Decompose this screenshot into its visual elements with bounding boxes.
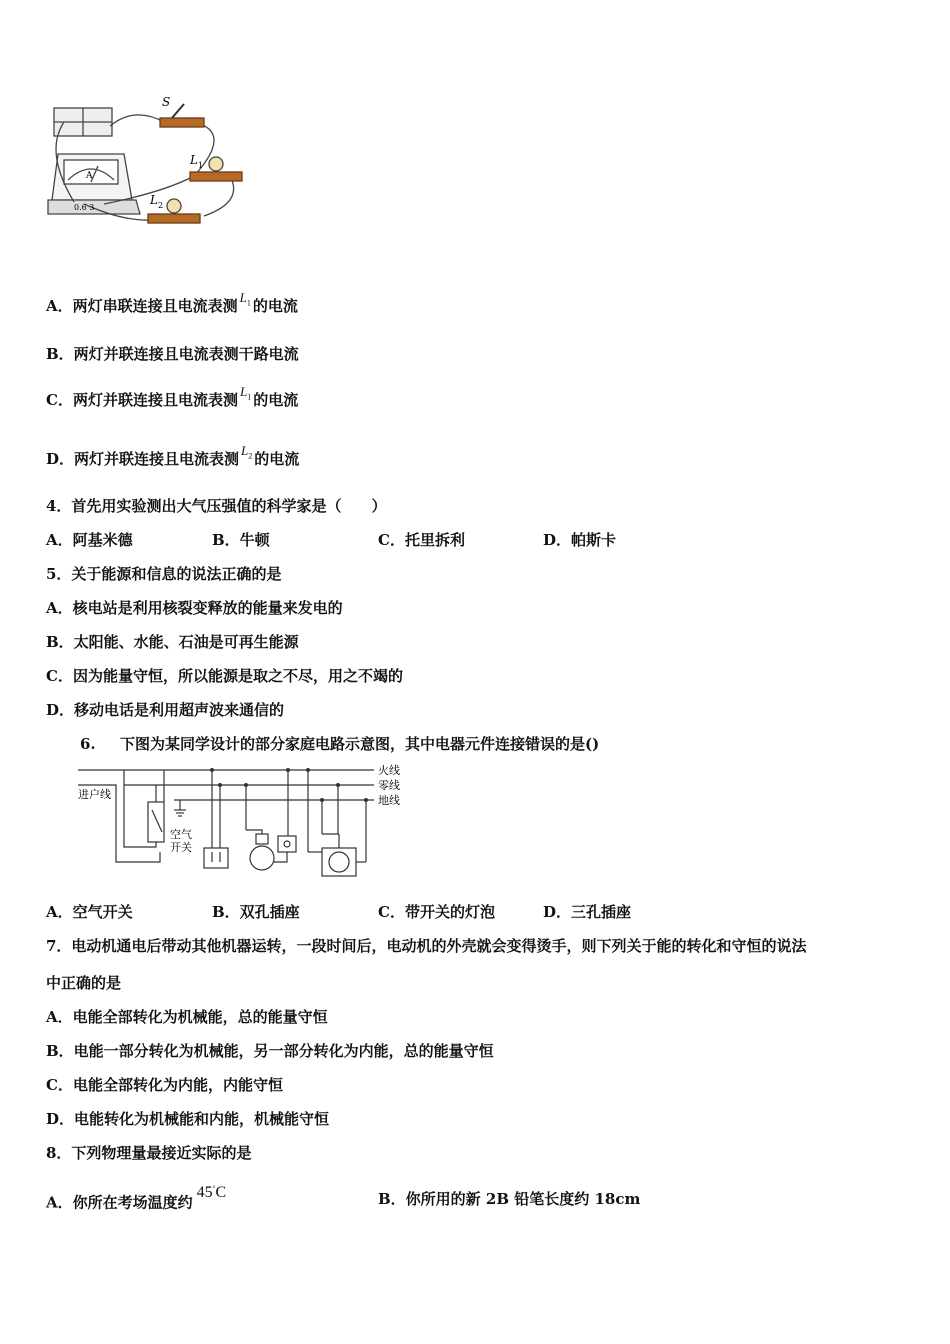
q5-option-d: D．移动电话是利用超声波来通信的 bbox=[46, 701, 285, 719]
q3-d-text: D．两灯并联连接且电流表测 bbox=[46, 450, 240, 468]
q5-option-a: A．核电站是利用核裂变释放的能量来发电的 bbox=[46, 599, 343, 617]
q6-option-c: C．带开关的灯泡 bbox=[378, 903, 495, 921]
q3-c-subscript: 1 bbox=[247, 392, 252, 402]
q8-a-degree: ° bbox=[212, 1185, 216, 1193]
lamp1-sub: 1 bbox=[198, 161, 204, 170]
q3-a-text: A．两灯串联连接且电流表测 bbox=[46, 297, 238, 315]
q7-option-b: B．电能一部分转化为机械能，另一部分转化为内能，总的能量守恒 bbox=[46, 1042, 494, 1060]
q8-a-unit: C bbox=[215, 1184, 227, 1202]
q5-stem: 5．关于能源和信息的说法正确的是 bbox=[46, 565, 282, 583]
breaker-label-1: 空气 bbox=[170, 828, 192, 841]
q3-a-suffix: 的电流 bbox=[252, 297, 298, 315]
q4-option-d: D．帕斯卡 bbox=[543, 531, 617, 549]
q3-c-text: C．两灯并联连接且电流表测 bbox=[46, 391, 238, 409]
neutral-wire-label: 零线 bbox=[378, 779, 400, 792]
q3-c-suffix: 的电流 bbox=[253, 391, 299, 409]
q6-stem: 下图为某同学设计的部分家庭电路示意图，其中电器元件连接错误的是() bbox=[120, 735, 600, 753]
switch-label: S bbox=[162, 95, 171, 109]
q7-option-c: C．电能全部转化为内能，内能守恒 bbox=[46, 1076, 283, 1094]
breaker-label-2: 开关 bbox=[170, 841, 192, 854]
q8-option-a bbox=[46, 1184, 227, 1213]
q3-option-d bbox=[46, 443, 300, 476]
ammeter-label: A bbox=[86, 171, 93, 181]
q4-option-c: C．托里拆利 bbox=[378, 531, 465, 549]
q3-option-c bbox=[46, 384, 299, 417]
q3-option-b: B．两灯并联连接且电流表测干路电流 bbox=[46, 345, 299, 363]
q8-option-b: B．你所用的新 2B 铅笔长度约 18cm bbox=[378, 1190, 641, 1208]
q6-option-d: D．三孔插座 bbox=[543, 903, 632, 921]
lamp1-label: L bbox=[190, 153, 198, 167]
q3-a-symbol: L bbox=[239, 290, 247, 305]
q6-option-a: A．空气开关 bbox=[46, 903, 133, 921]
household-circuit-figure bbox=[76, 762, 416, 882]
q5-option-b: B．太阳能、水能、石油是可再生能源 bbox=[46, 633, 299, 651]
lamp2-sub: 2 bbox=[158, 201, 164, 210]
q7-option-a: A．电能全部转化为机械能，总的能量守恒 bbox=[46, 1008, 328, 1026]
entry-wire-label: 进户线 bbox=[78, 788, 111, 801]
q6-option-b: B．双孔插座 bbox=[212, 903, 300, 921]
q4-option-b: B．牛顿 bbox=[212, 531, 270, 549]
circuit-figure-ammeter bbox=[44, 92, 254, 242]
q3-c-symbol: L bbox=[239, 384, 248, 399]
ground-wire-label: 地线 bbox=[378, 794, 400, 807]
q3-d-subscript: 2 bbox=[248, 451, 253, 461]
q7-stem-line1: 7．电动机通电后带动其他机器运转，一段时间后，电动机的外壳就会变得烫手，则下列关于能的转化和守恒的说法 bbox=[46, 937, 807, 955]
lamp2-label: L bbox=[150, 193, 158, 207]
ammeter-terminals: 0.6 3 bbox=[74, 203, 95, 212]
q3-d-symbol: L bbox=[241, 443, 249, 458]
q4-option-a: A．阿基米德 bbox=[46, 531, 133, 549]
q3-a-subscript: 1 bbox=[246, 298, 251, 308]
q8-a-value: 45 bbox=[196, 1184, 213, 1202]
q4-stem: 4．首先用实验测出大气压强值的科学家是（ ） bbox=[46, 497, 387, 515]
q3-option-a bbox=[46, 290, 298, 323]
q3-d-suffix: 的电流 bbox=[254, 450, 300, 468]
live-wire-label: 火线 bbox=[378, 764, 400, 777]
q8-stem: 8．下列物理量最接近实际的是 bbox=[46, 1144, 252, 1162]
q5-option-c: C．因为能量守恒，所以能源是取之不尽，用之不竭的 bbox=[46, 667, 403, 685]
q6-number: 6. bbox=[80, 735, 96, 753]
q8-a-text: A．你所在考场温度约 bbox=[46, 1193, 193, 1212]
q7-stem-line2: 中正确的是 bbox=[46, 974, 122, 992]
q7-option-d: D．电能转化为机械能和内能，机械能守恒 bbox=[46, 1110, 330, 1128]
